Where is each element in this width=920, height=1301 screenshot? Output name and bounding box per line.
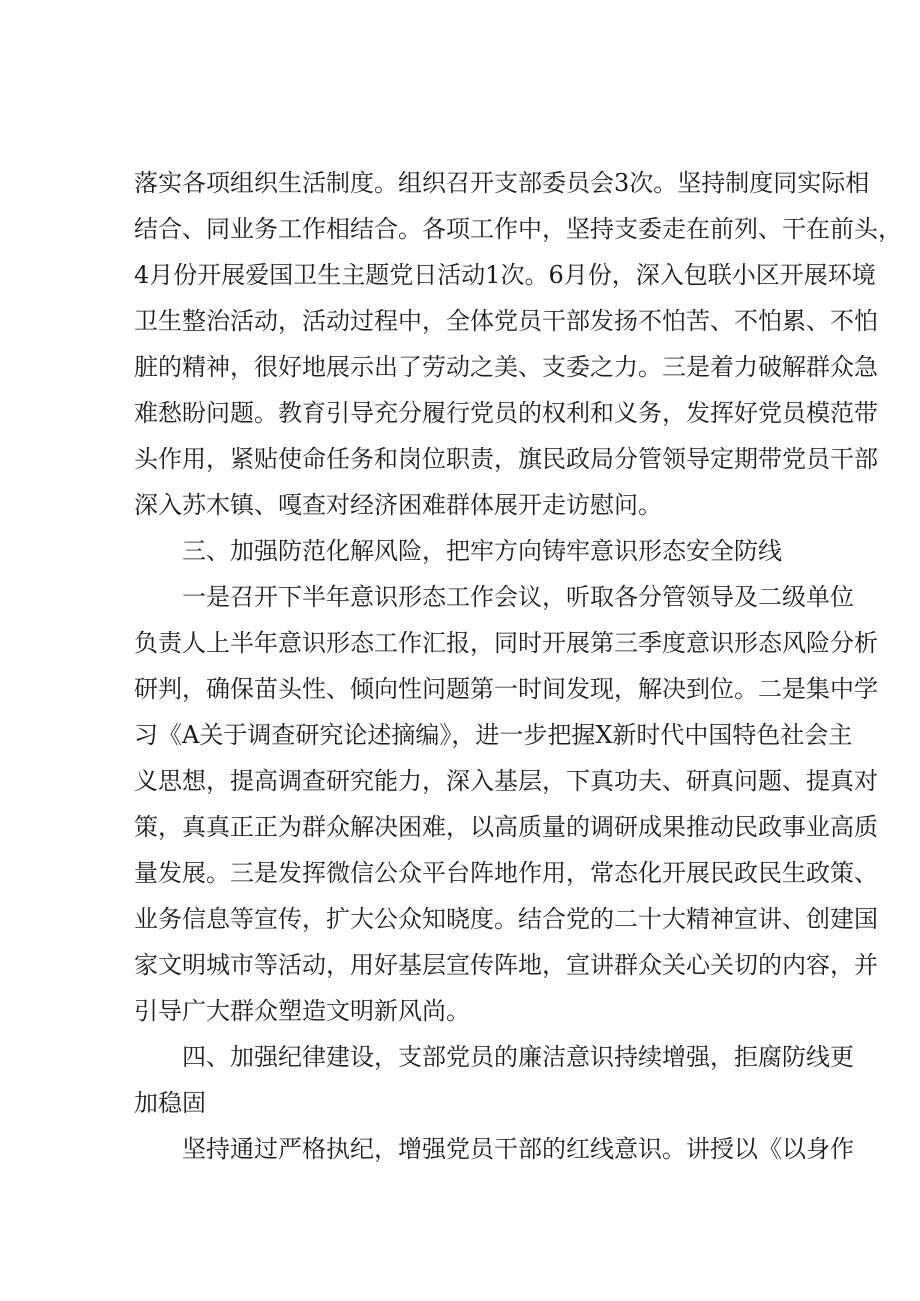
paragraph-line: 业务信息等宣传，扩大公众知晓度。结合党的二十大精神宣讲、创建国 [134,905,878,933]
paragraph-line: 量发展。三是发挥微信公众平台阵地作用，常态化开展民政民生政策、 [134,859,878,887]
section-heading-3: 三、加强防范化解风险，把牢方向铸牢意识形态安全防线 [182,537,782,565]
paragraph-line: 脏的精神，很好地展示出了劳动之美、支委之力。三是着力破解群众急 [134,353,878,381]
section-heading-4-continued: 加稳固 [134,1089,206,1117]
paragraph-line: 卫生整治活动，活动过程中，全体党员干部发扬不怕苦、不怕累、不怕 [134,307,878,335]
paragraph-line: 4月份开展爱国卫生主题党日活动1次。6月份，深入包联小区开展环境 [134,261,876,289]
paragraph-line: 负责人上半年意识形态工作汇报，同时开展第三季度意识形态风险分析 [134,629,878,657]
paragraph-line: 坚持通过严格执纪，增强党员干部的红线意识。讲授以《以身作 [182,1135,854,1163]
paragraph-line: 引导广大群众塑造文明新风尚。 [134,997,470,1025]
paragraph-line: 结合、同业务工作相结合。各项工作中，坚持支委走在前列、干在前头， [134,215,902,243]
paragraph-line: 研判，确保苗头性、倾向性问题第一时间发现，解决到位。二是集中学 [134,675,878,703]
section-heading-4: 四、加强纪律建设，支部党员的廉洁意识持续增强，拒腐防线更 [182,1043,854,1071]
paragraph-line: 义思想，提高调查研究能力，深入基层，下真功夫、研真问题、提真对 [134,767,878,795]
paragraph-line: 策，真真正正为群众解决困难，以高质量的调研成果推动民政事业高质 [134,813,878,841]
paragraph-line: 深入苏木镇、嘎查对经济困难群体展开走访慰问。 [134,491,662,519]
paragraph-line: 难愁盼问题。教育引导充分履行党员的权利和义务，发挥好党员模范带 [134,399,878,427]
paragraph-line: 习《A关于调查研究论述摘编》，进一步把握X新时代中国特色社会主 [134,721,853,749]
paragraph-line: 家文明城市等活动，用好基层宣传阵地，宣讲群众关心关切的内容，并 [134,951,878,979]
paragraph-line: 一是召开下半年意识形态工作会议，听取各分管领导及二级单位 [182,583,854,611]
paragraph-line: 头作用，紧贴使命任务和岗位职责，旗民政局分管领导定期带党员干部 [134,445,878,473]
paragraph-line: 落实各项组织生活制度。组织召开支部委员会3次。坚持制度同实际相 [134,169,870,197]
